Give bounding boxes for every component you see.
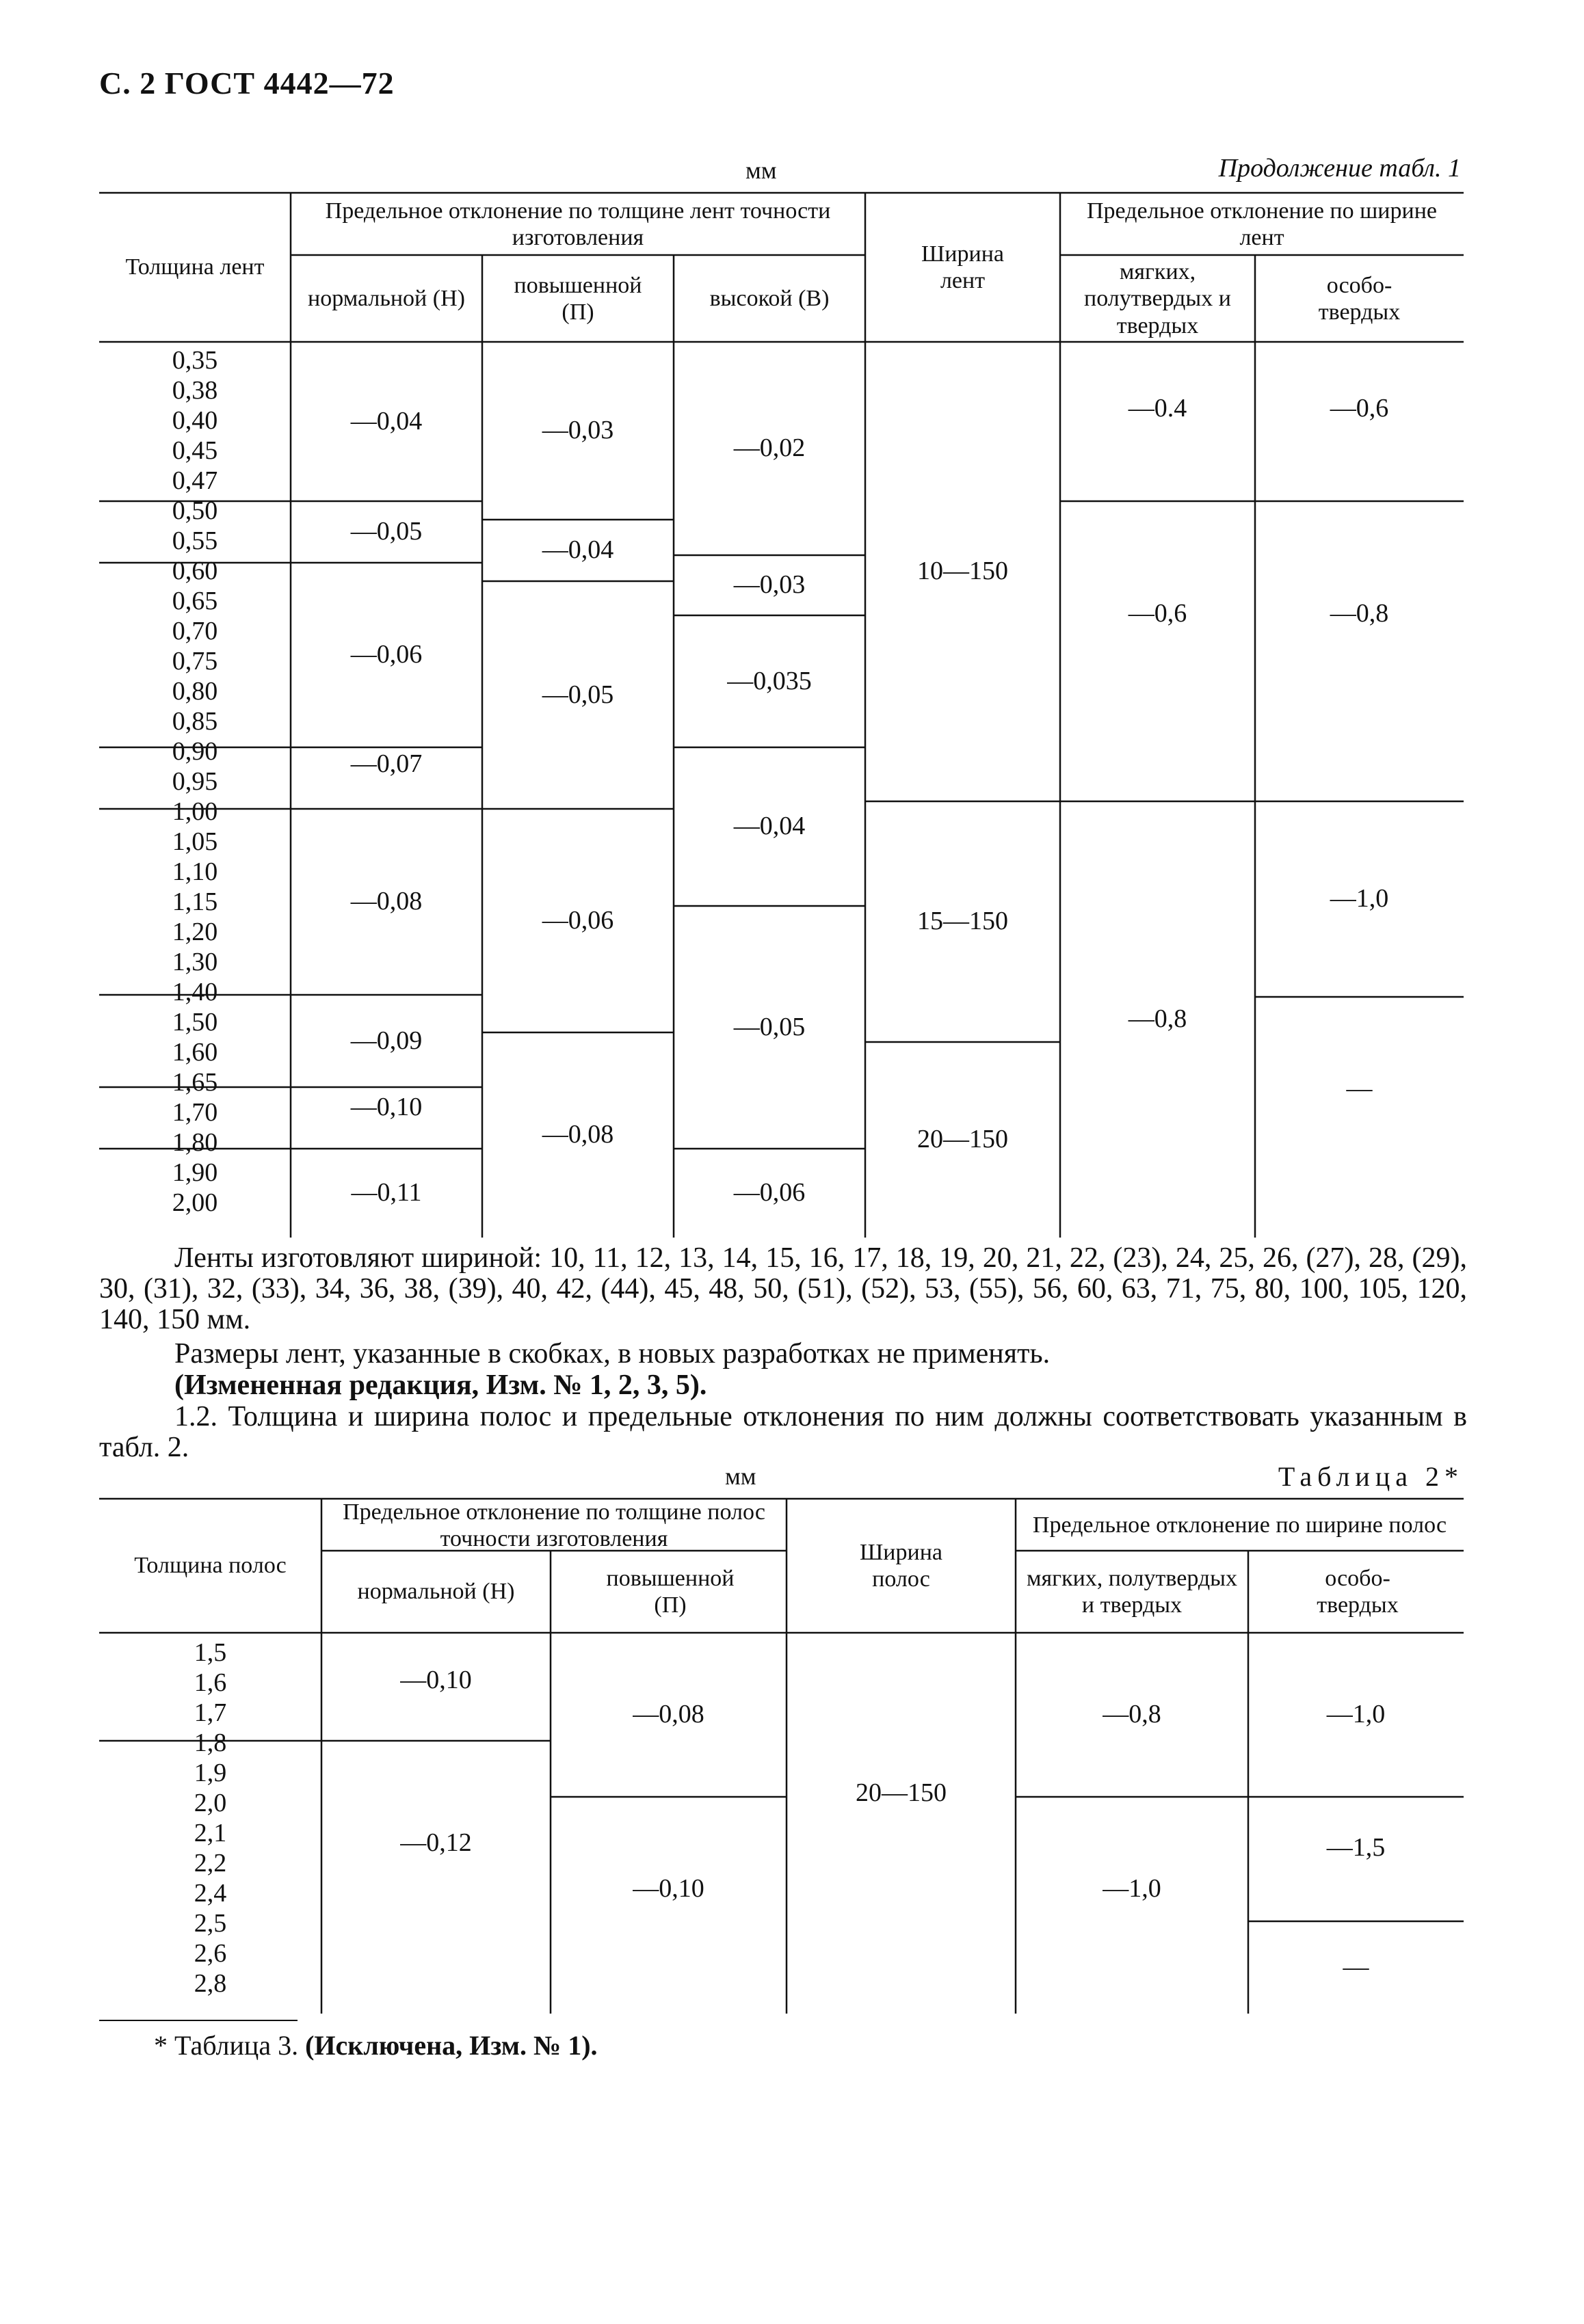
- list-item: 1,70: [172, 1098, 218, 1127]
- t1-normal-cell: —0,09: [350, 1026, 423, 1055]
- t1-header-width: Ширина лент: [921, 241, 1004, 293]
- strips-paragraph: 1.2. Толщина и ширина полос и предельные отклонения по ним должны соответствовать указанным в табл. 2.: [99, 1401, 1467, 1463]
- t2-soft-cell: —0,8: [1103, 1700, 1161, 1729]
- list-item: 1,20: [172, 918, 218, 946]
- t2-extra-hard-cell: —: [1343, 1952, 1369, 1981]
- t1-normal-cell: —0,11: [351, 1178, 422, 1207]
- t2-header-normal: нормальной (Н): [357, 1579, 515, 1605]
- list-item: 2,5: [194, 1909, 227, 1938]
- list-item: 0,50: [172, 496, 218, 525]
- list-item: 2,00: [172, 1188, 218, 1217]
- t1-increased-cell: —0,03: [542, 416, 614, 445]
- t1-width-cell: 15—150: [917, 907, 1008, 936]
- list-item: 1,6: [194, 1668, 227, 1697]
- t1-increased-cell: —0,08: [542, 1120, 614, 1149]
- t1-soft-cell: —0,6: [1128, 599, 1187, 628]
- list-item: 1,65: [172, 1068, 218, 1097]
- t1-header-thickness: Толщина лент: [125, 254, 265, 280]
- t2-header-soft: мягких, полутвердых и твердых: [1026, 1565, 1238, 1618]
- t1-header-normal: нормальной (Н): [308, 286, 465, 312]
- t2-soft-cell: —1,0: [1103, 1874, 1161, 1904]
- list-item: 1,30: [172, 948, 218, 976]
- list-item: 0,45: [172, 436, 218, 465]
- t1-thickness-values: [99, 345, 291, 1218]
- list-item: 0,55: [172, 526, 218, 555]
- list-item: 1,10: [172, 857, 218, 886]
- t1-high-cell: —0,04: [733, 812, 806, 841]
- t1-normal-cell: —0,08: [350, 887, 423, 916]
- t1-normal-cell: —0,05: [350, 517, 423, 546]
- t2-header-width: Ширина полос: [860, 1539, 942, 1592]
- t1-high-cell: —0,035: [727, 666, 812, 695]
- t1-normal-cell: —0,10: [350, 1093, 423, 1122]
- list-item: 1,40: [172, 978, 218, 1006]
- t2-width-cell: 20—150: [856, 1778, 947, 1808]
- t2-header-extra-hard: особо-твердых: [1317, 1565, 1399, 1618]
- t2-header-thickness-tolerance: Предельное отклонение по толщине полос точности изготовления: [343, 1499, 765, 1551]
- t2-extra-hard-cell: —1,5: [1326, 1833, 1386, 1862]
- t1-high-cell: —0,03: [733, 570, 806, 600]
- page-title: С. 2 ГОСТ 4442—72: [99, 66, 395, 101]
- t1-normal-cell: —0,04: [350, 406, 423, 436]
- t1-increased-cell: —0,04: [542, 535, 614, 565]
- t1-high-cell: —0,05: [733, 1012, 806, 1041]
- footnote: [154, 2029, 598, 2061]
- list-item: 1,60: [172, 1038, 218, 1067]
- list-item: 0,38: [172, 376, 218, 405]
- t1-width-cell: 20—150: [917, 1125, 1008, 1154]
- list-item: 0,85: [172, 707, 218, 736]
- list-item: 1,5: [194, 1638, 227, 1667]
- list-item: 1,50: [172, 1008, 218, 1037]
- t1-header-thickness-tolerance: Предельное отклонение по толщине лент точности изготовления: [325, 198, 831, 250]
- list-item: 0,90: [172, 737, 218, 766]
- t2-normal-cell: —0,10: [400, 1666, 472, 1695]
- widths-paragraph: Ленты изготовляют шириной: 10, 11, 12, 13, 14, 15, 16, 17, 18, 19, 20, 21, 22, (23), 24, 25, 26, (27), 28, (29), 30, (31), 32, (33), 34, 36, 38, (39), 40, 42, (44), 45, 48, 50, (51), (52), 53, (55), 56, 60, 63, 71, 75, 80, 100, 105, 120, 140, 150 мм.: [99, 1242, 1467, 1335]
- table1-unit: мм: [745, 157, 777, 184]
- t1-extra-hard-cell: —1,0: [1330, 884, 1389, 913]
- list-item: 0,95: [172, 767, 218, 796]
- list-item: 1,7: [194, 1698, 227, 1727]
- t1-high-cell: —0,02: [733, 433, 806, 463]
- brackets-paragraph: Размеры лент, указанные в скобках, в новых разработках не применять.: [174, 1338, 1051, 1370]
- t2-header-increased: повышенной (П): [606, 1565, 735, 1618]
- t2-extra-hard-cell: —1,0: [1326, 1700, 1386, 1729]
- list-item: 0,47: [172, 466, 218, 495]
- list-item: 2,1: [194, 1819, 227, 1847]
- footnote-bold-text: (Исключена, Изм. № 1).: [305, 2030, 598, 2061]
- t1-header-width-tolerance: Предельное отклонение по ширине лент: [1087, 198, 1437, 250]
- list-item: 0,40: [172, 406, 218, 435]
- list-item: 1,9: [194, 1759, 227, 1787]
- t2-header-thickness: Толщина полос: [134, 1553, 287, 1579]
- t1-header-high: высокой (В): [709, 286, 830, 312]
- table1-continuation: Продолжение табл. 1: [1218, 154, 1461, 183]
- t2-header-width-tolerance: Предельное отклонение по ширине полос: [1032, 1512, 1447, 1538]
- t1-soft-cell: —0,8: [1128, 1004, 1187, 1034]
- list-item: 0,75: [172, 647, 218, 676]
- t2-normal-cell: —0,12: [400, 1828, 472, 1858]
- t1-increased-cell: —0,06: [542, 905, 614, 935]
- t1-normal-cell: —0,07: [350, 749, 423, 779]
- t1-increased-cell: —0,05: [542, 680, 614, 709]
- list-item: 1,8: [194, 1728, 227, 1757]
- footnote-text: * Таблица 3.: [154, 2030, 306, 2061]
- t1-width-cell: 10—150: [917, 557, 1008, 586]
- list-item: 1,00: [172, 797, 218, 826]
- list-item: 0,60: [172, 557, 218, 585]
- t2-increased-cell: —0,10: [633, 1874, 704, 1904]
- amendment-note: (Измененная редакция, Изм. № 1, 2, 3, 5).: [174, 1370, 707, 1401]
- list-item: 2,6: [194, 1939, 227, 1968]
- t1-header-soft: мягких, полутвердых и твердых: [1084, 259, 1231, 338]
- t1-soft-cell: —0.4: [1128, 393, 1187, 423]
- list-item: 0,35: [172, 346, 218, 375]
- list-item: 2,2: [194, 1849, 227, 1878]
- footnote-rule: [99, 2020, 298, 2021]
- list-item: 0,80: [172, 677, 218, 706]
- table2-label: Таблица 2*: [1278, 1461, 1464, 1492]
- t1-extra-hard-cell: —0,8: [1330, 599, 1389, 628]
- t1-high-cell: —0,06: [733, 1178, 806, 1207]
- t1-header-increased: повышенной (П): [514, 272, 642, 325]
- list-item: 0,65: [172, 587, 218, 615]
- table2-unit: мм: [725, 1462, 756, 1490]
- list-item: 1,05: [172, 827, 218, 856]
- t1-normal-cell: —0,06: [350, 640, 423, 669]
- list-item: 2,4: [194, 1879, 227, 1908]
- list-item: 1,90: [172, 1158, 218, 1187]
- list-item: 2,0: [194, 1789, 227, 1817]
- t1-extra-hard-cell: —: [1346, 1074, 1373, 1104]
- t1-extra-hard-cell: —0,6: [1330, 393, 1389, 423]
- list-item: 1,80: [172, 1128, 218, 1157]
- list-item: 0,70: [172, 617, 218, 645]
- list-item: 1,15: [172, 887, 218, 916]
- t1-header-extra-hard: особо-твердых: [1318, 272, 1401, 325]
- list-item: 2,8: [194, 1969, 227, 1998]
- t2-thickness-values: [99, 1638, 321, 1999]
- t2-increased-cell: —0,08: [633, 1700, 704, 1729]
